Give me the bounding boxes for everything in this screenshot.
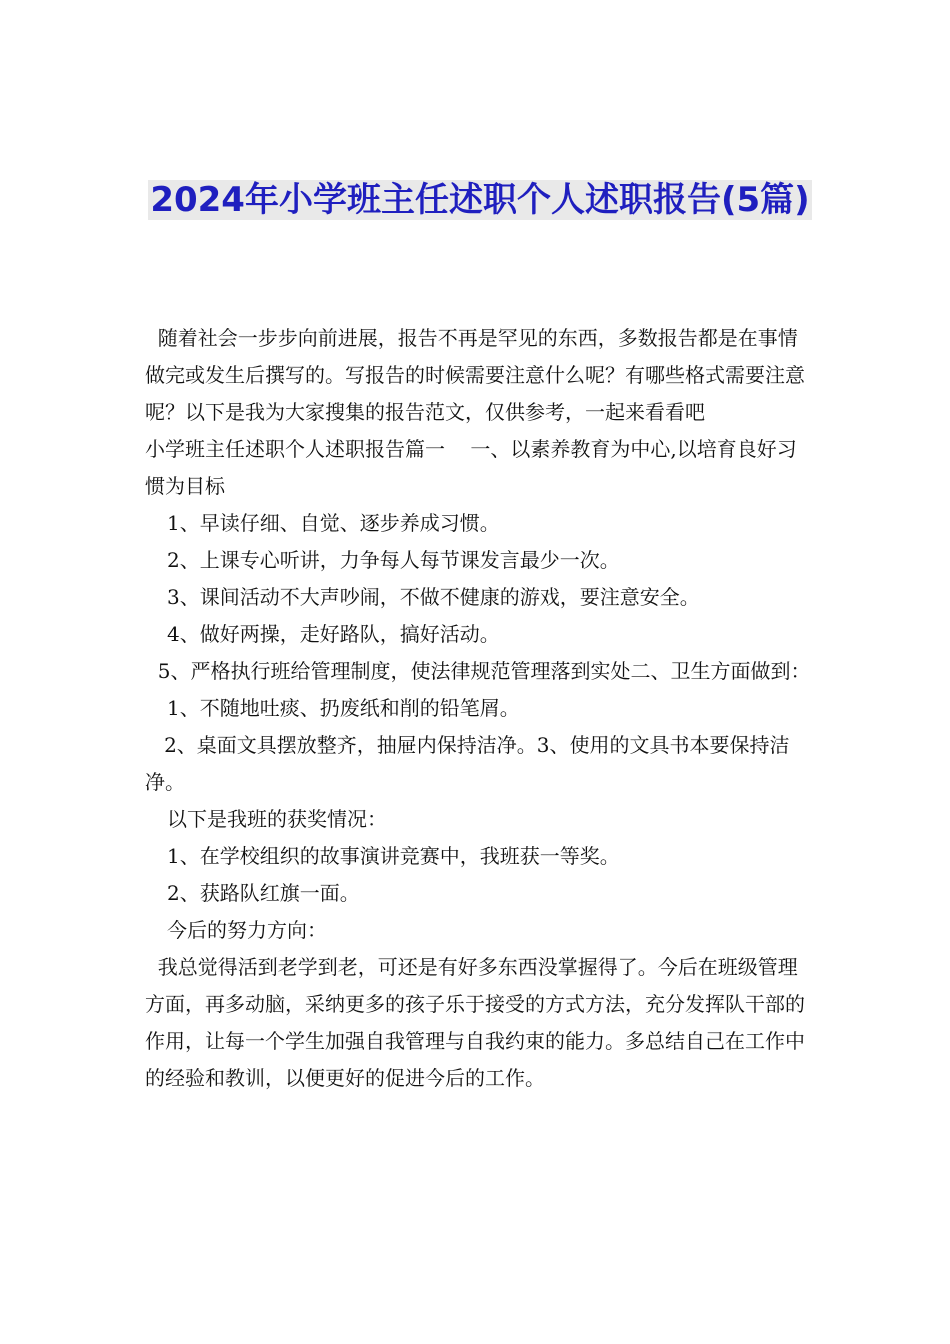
paragraph: 今后的努力方向： [167, 918, 327, 942]
document-title-text: 2024年小学班主任述职个人述职报告(5篇) [150, 180, 810, 220]
paragraph: 3、课间活动不大声吵闹，不做不健康的游戏，要注意安全。 [167, 585, 700, 609]
paragraph: 小学班主任述职个人述职报告篇一 一、以素养教育为中心,以培育良好习惯为目标 [145, 437, 797, 498]
document-title [140, 176, 820, 224]
document-body [145, 320, 813, 1097]
paragraph: 1、在学校组织的故事演讲竞赛中，我班获一等奖。 [167, 844, 620, 868]
paragraph: 以下是我班的获奖情况： [167, 807, 387, 831]
paragraph: 4、做好两操，走好路队，搞好活动。 [167, 622, 500, 646]
paragraph: 随着社会一步步向前进展，报告不再是罕见的东西，多数报告都是在事情做完或发生后撰写的。写报告的时候需要注意什么呢？有哪些格式需要注意呢？以下是我为大家搜集的报告范文，仅供参考，一起来看看吧 [145, 326, 805, 424]
paragraph: 2、上课专心听讲，力争每人每节课发言最少一次。 [167, 548, 620, 572]
paragraph: 5、严格执行班给管理制度，使法律规范管理落到实处二、卫生方面做到： [145, 659, 811, 683]
paragraph: 1、不随地吐痰、扔废纸和削的铅笔屑。 [167, 696, 520, 720]
paragraph: 我总觉得活到老学到老，可还是有好多东西没掌握得了。今后在班级管理方面，再多动脑，采纳更多的孩子乐于接受的方式方法，充分发挥队干部的作用，让每一个学生加强自我管理与自我约束的能力。多总结自己在工作中的经验和教训，以便更好的促进今后的工作。 [145, 955, 805, 1090]
paragraph: 2、获路队红旗一面。 [167, 881, 360, 905]
paragraph: 1、早读仔细、自觉、逐步养成习惯。 [167, 511, 500, 535]
paragraph: 2、桌面文具摆放整齐，抽屉内保持洁净。3、使用的文具书本要保持洁净。 [145, 733, 790, 794]
